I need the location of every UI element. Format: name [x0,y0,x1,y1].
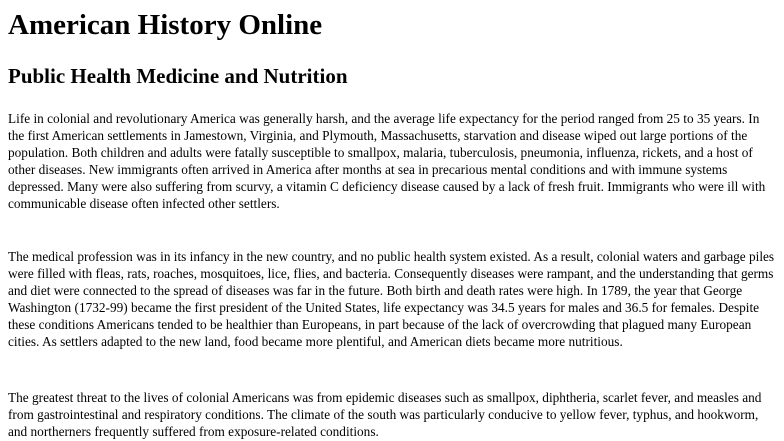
article-paragraph-2: The medical profession was in its infancy in the new country, and no public health system existed. As a result, colonial waters and garbage piles were filled with fleas, rats, roaches, mosquitoes, lice, flies, and bacteria. Consequently diseases were rampant, and the understanding that germs and diet were connected to the spread of diseases was far in the future. Both birth and death rates were high. In 1789, the year that George Washington (1732-99) became the first president of the United States, life expectancy was 34.5 years for males and 36.5 for females. Despite these conditions Americans tended to be healthier than Europeans, in part because of the lack of overcrowding that plagued many European cities. As settlers adapted to the new land, food became more plentiful, and American diets became more nutritious. [8,249,775,349]
section-title: Public Health Medicine and Nutrition [8,64,348,88]
article-paragraph-1: Life in colonial and revolutionary America was generally harsh, and the average life expectancy for the period ranged from 25 to 35 years. In the first American settlements in Jamestown, Virginia, and Plymouth, Massachusetts, starvation and disease wiped out large portions of the population. Both children and adults were fatally susceptible to smallpox, malaria, tuberculosis, pneumonia, influenza, rickets, and a host of other diseases. New immigrants often arrived in America after months at sea in precarious mental conditions and with immune systems depressed. Many were also suffering from scurvy, a vitamin C deficiency disease caused by a lack of fresh fruit. Immigrants who were ill with communicable disease often infected other settlers. [8,111,766,211]
article-paragraph-3: The greatest threat to the lives of colonial Americans was from epidemic diseases such as smallpox, diphtheria, scarlet fever, and measles and from gastrointestinal and respiratory conditions. The climate of the south was particularly conducive to yellow fever, typhus, and hookworm, and northerners frequently suffered from exposure-related conditions. [8,390,762,439]
site-title: American History Online [8,9,323,41]
